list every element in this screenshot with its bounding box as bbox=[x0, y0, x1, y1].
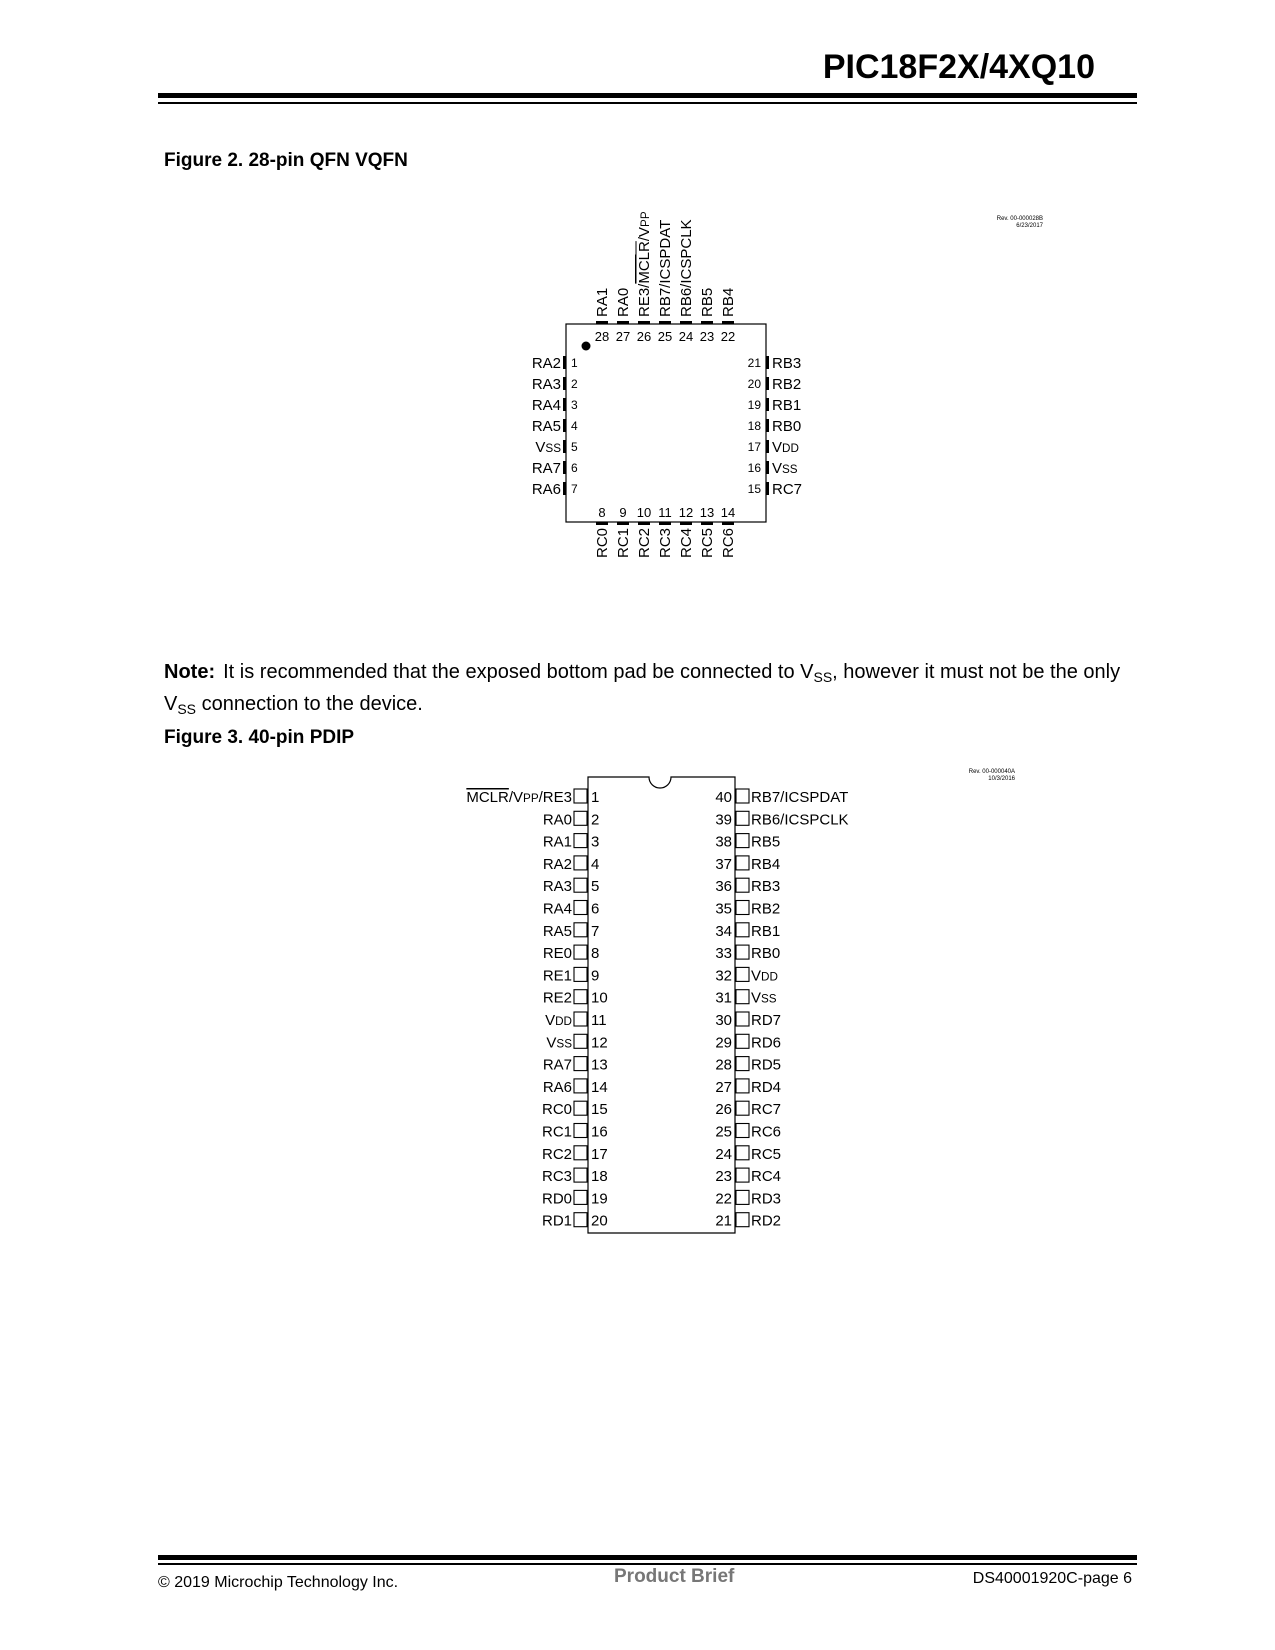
pdip-pin-label: RA0 bbox=[542, 811, 572, 829]
qfn-pin-pad bbox=[766, 377, 770, 390]
pdip-pin-number: 33 bbox=[715, 945, 732, 963]
pdip-pin-label: RD5 bbox=[751, 1056, 782, 1074]
qfn-28-pin-diagram bbox=[0, 0, 1275, 620]
exposed-pad-note bbox=[164, 659, 1144, 723]
qfn-pin-label: RB4 bbox=[720, 287, 737, 317]
qfn-pin-number: 17 bbox=[747, 440, 761, 454]
qfn-pin-pad bbox=[722, 522, 734, 526]
qfn-pin-label: RE3/MCLR/VPP bbox=[636, 211, 653, 317]
pdip-pin-lead bbox=[574, 1168, 587, 1182]
pdip-pin-lead bbox=[574, 1146, 587, 1160]
qfn-pin-pad bbox=[596, 321, 608, 325]
footer-rule-thin bbox=[158, 1563, 1137, 1565]
qfn-pin-label: RB3 bbox=[772, 355, 802, 372]
pdip-pin-lead bbox=[574, 1101, 587, 1115]
pdip-pin-label: RD3 bbox=[751, 1190, 782, 1208]
pdip-pin-label: RA3 bbox=[542, 878, 572, 896]
qfn-pin-pad bbox=[638, 321, 650, 325]
pdip-pin-lead bbox=[736, 1146, 749, 1160]
qfn-pin-label: RB7/ICSPDAT bbox=[657, 219, 674, 317]
pin-1-indicator bbox=[582, 342, 591, 351]
qfn-pin-pad bbox=[563, 398, 567, 411]
pdip-pin-label: RB7/ICSPDAT bbox=[751, 789, 849, 806]
pdip-pin-label: RA5 bbox=[542, 922, 572, 940]
pdip-pin-lead bbox=[574, 1057, 587, 1071]
pdip-pin-number: 29 bbox=[715, 1034, 732, 1052]
pdip-pin-lead bbox=[736, 878, 749, 892]
qfn-pin-pad bbox=[701, 522, 713, 526]
pdip-pin-lead bbox=[574, 1012, 587, 1026]
pdip-pin-lead bbox=[574, 990, 587, 1004]
qfn-pin-label: RA3 bbox=[531, 376, 561, 393]
note-text-part2: , however it must not be the only V bbox=[164, 661, 1121, 715]
pdip-pin-number: 6 bbox=[591, 900, 600, 918]
pdip-pin-lead bbox=[736, 990, 749, 1004]
qfn-pin-label: RB2 bbox=[772, 376, 802, 393]
qfn-pin-label: RC5 bbox=[699, 528, 716, 559]
pdip-pin-number: 10 bbox=[591, 989, 608, 1007]
qfn-pin-pad bbox=[617, 321, 629, 325]
qfn-pin-pad bbox=[659, 321, 671, 325]
qfn-pin-pad bbox=[766, 398, 770, 411]
qfn-pin-pad bbox=[563, 461, 567, 474]
qfn-pin-pad bbox=[680, 321, 692, 325]
pdip-pin-number: 11 bbox=[591, 1012, 607, 1029]
pdip-pin-label: RB3 bbox=[751, 878, 781, 896]
pdip-pin-lead bbox=[736, 834, 749, 848]
pdip-pin-label: RD7 bbox=[751, 1012, 782, 1029]
pdip-pin-lead bbox=[736, 1034, 749, 1048]
pdip-pin-number: 36 bbox=[715, 878, 732, 896]
pdip-pin-label: RC4 bbox=[751, 1168, 782, 1186]
pdip-pin-label: RD0 bbox=[541, 1190, 572, 1208]
pdip-pin-number: 26 bbox=[715, 1101, 732, 1119]
qfn-pin-number: 8 bbox=[598, 505, 606, 520]
qfn-pin-label: RA0 bbox=[615, 287, 632, 317]
pdip-pin-lead bbox=[736, 1057, 749, 1071]
pdip-pin-label: RA1 bbox=[542, 833, 572, 851]
pdip-pin-label: RC0 bbox=[541, 1101, 572, 1119]
pdip-pin-label: RC6 bbox=[751, 1123, 782, 1141]
pdip-40-pin-diagram bbox=[0, 760, 1275, 1240]
qfn-pin-pad bbox=[563, 356, 567, 369]
qfn-pin-label: RA2 bbox=[531, 355, 561, 372]
pdip-pin-label: RE0 bbox=[542, 945, 572, 963]
qfn-pin-pad bbox=[563, 440, 567, 453]
pdip-pin-label: RD6 bbox=[751, 1034, 782, 1052]
qfn-pin-pad bbox=[563, 482, 567, 495]
pdip-pin-lead bbox=[574, 1124, 587, 1138]
figure-3-revision: Rev. 00-000040A 10/3/2016 bbox=[968, 769, 1015, 782]
pdip-pin-label: VSS bbox=[751, 989, 777, 1007]
pdip-pin-number: 14 bbox=[591, 1078, 608, 1096]
pdip-pin-number: 21 bbox=[715, 1212, 732, 1230]
qfn-pin-number: 16 bbox=[747, 461, 761, 475]
figure-3-caption: Figure 3. 40-pin PDIP bbox=[164, 727, 355, 748]
qfn-pin-number: 1 bbox=[571, 356, 578, 370]
pdip-pin-lead bbox=[736, 1124, 749, 1138]
pdip-pin-lead bbox=[574, 1079, 587, 1093]
qfn-pin-number: 7 bbox=[571, 482, 578, 496]
pdip-pin-lead bbox=[736, 1101, 749, 1115]
pdip-pin-label: RB5 bbox=[751, 833, 781, 851]
pdip-pin-number: 22 bbox=[715, 1190, 732, 1208]
qfn-pin-label: RA7 bbox=[531, 460, 561, 477]
qfn-pin-label: RA4 bbox=[531, 397, 561, 414]
pdip-pin-lead bbox=[736, 856, 749, 870]
footer-copyright: © 2019 Microchip Technology Inc. bbox=[158, 1574, 399, 1591]
pdip-pin-lead bbox=[736, 967, 749, 981]
pdip-pin-label: RD2 bbox=[751, 1212, 782, 1230]
pdip-pin-label: RB6/ICSPCLK bbox=[751, 811, 849, 829]
pdip-pin-label: RB0 bbox=[751, 945, 781, 963]
pdip-pin-number: 4 bbox=[591, 855, 600, 873]
qfn-pin-pad bbox=[638, 522, 650, 526]
pdip-pin-lead bbox=[574, 945, 587, 959]
qfn-package-body bbox=[566, 324, 766, 522]
qfn-pin-number: 22 bbox=[720, 329, 736, 344]
pdip-pin-label: RD1 bbox=[541, 1212, 572, 1230]
qfn-pin-number: 19 bbox=[747, 398, 761, 412]
pdip-pin-lead bbox=[574, 856, 587, 870]
pdip-pin-number: 13 bbox=[591, 1056, 608, 1074]
qfn-pin-label: VDD bbox=[772, 439, 799, 456]
qfn-pin-number: 9 bbox=[619, 505, 627, 520]
qfn-pin-label: RC2 bbox=[636, 528, 653, 559]
pdip-pin-lead bbox=[736, 923, 749, 937]
pdip-pin-number: 23 bbox=[715, 1168, 732, 1186]
note-sub-2: SS bbox=[177, 701, 197, 717]
pdip-pin-lead bbox=[574, 1190, 587, 1204]
qfn-pin-pad bbox=[766, 482, 770, 495]
footer-page-ref: DS40001920C-page 6 bbox=[972, 1570, 1132, 1587]
pdip-pin-label: RB2 bbox=[751, 900, 781, 918]
pdip-pin-label: RC5 bbox=[751, 1145, 782, 1163]
qfn-pin-number: 6 bbox=[571, 461, 578, 475]
qfn-pin-pad bbox=[563, 419, 567, 432]
qfn-pin-pad bbox=[701, 321, 713, 325]
qfn-pin-number: 3 bbox=[571, 398, 578, 412]
pdip-pin-lead bbox=[574, 878, 587, 892]
pdip-pin-lead bbox=[574, 967, 587, 981]
qfn-pin-pad bbox=[766, 356, 770, 369]
pdip-pin-number: 38 bbox=[715, 833, 732, 851]
pdip-pin-number: 18 bbox=[591, 1168, 608, 1186]
qfn-pin-number: 28 bbox=[594, 329, 610, 344]
qfn-pin-number: 5 bbox=[571, 440, 578, 454]
qfn-pin-number: 10 bbox=[636, 505, 652, 520]
qfn-pin-number: 23 bbox=[699, 329, 715, 344]
qfn-pin-pad bbox=[617, 522, 629, 526]
qfn-pin-label: RA6 bbox=[531, 481, 561, 498]
pdip-pin-number: 37 bbox=[715, 855, 732, 873]
pdip-pin-lead bbox=[736, 1012, 749, 1026]
pdip-pin-label: RC3 bbox=[541, 1168, 572, 1186]
qfn-pin-number: 21 bbox=[747, 356, 761, 370]
pdip-pin-label: VDD bbox=[545, 1012, 572, 1029]
pdip-pin-label: RA2 bbox=[542, 855, 572, 873]
pdip-pin-lead bbox=[736, 789, 749, 803]
note-text-part1: It is recommended that the exposed bottom pad be connected to V bbox=[223, 661, 814, 683]
footer-rule-thick bbox=[158, 1555, 1137, 1560]
qfn-pin-pad bbox=[766, 419, 770, 432]
pdip-pin-number: 9 bbox=[591, 967, 600, 985]
qfn-pin-number: 25 bbox=[657, 329, 673, 344]
pdip-pin-lead bbox=[736, 1213, 749, 1227]
qfn-pin-label: RA5 bbox=[531, 418, 561, 435]
pdip-pin-label: RC1 bbox=[541, 1123, 572, 1141]
qfn-pin-pad bbox=[563, 377, 567, 390]
pdip-pin-number: 15 bbox=[591, 1101, 608, 1119]
pdip-pin-lead bbox=[574, 923, 587, 937]
qfn-pin-label: RB6/ICSPCLK bbox=[678, 219, 695, 317]
pdip-package-body bbox=[588, 777, 735, 1233]
pdip-pin-label: RD4 bbox=[751, 1078, 782, 1096]
pdip-pin-label: VSS bbox=[546, 1034, 572, 1052]
qfn-pin-number: 2 bbox=[571, 377, 578, 391]
footer-doc-type: Product Brief bbox=[614, 1566, 735, 1587]
pdip-pin-number: 17 bbox=[591, 1145, 608, 1163]
pdip-pin-label: RC7 bbox=[751, 1101, 782, 1119]
qfn-pin-pad bbox=[766, 461, 770, 474]
pdip-pin-number: 16 bbox=[591, 1123, 608, 1141]
qfn-pin-number: 18 bbox=[747, 419, 761, 433]
pdip-pin-lead bbox=[736, 945, 749, 959]
figure-2-caption: Figure 2. 28-pin QFN VQFN bbox=[164, 150, 408, 171]
qfn-pin-label: RC7 bbox=[772, 481, 803, 498]
pdip-pin-lead bbox=[574, 1034, 587, 1048]
qfn-pin-number: 12 bbox=[678, 505, 694, 520]
qfn-pin-number: 24 bbox=[678, 329, 694, 344]
pdip-pin-label: RA6 bbox=[542, 1078, 572, 1096]
qfn-pin-number: 13 bbox=[699, 505, 715, 520]
pdip-pin-number: 34 bbox=[715, 922, 732, 940]
pdip-pin-lead bbox=[574, 834, 587, 848]
qfn-pin-pad bbox=[722, 321, 734, 325]
note-label: Note: bbox=[164, 661, 216, 683]
pdip-pin-number: 7 bbox=[591, 922, 600, 940]
qfn-pin-number: 4 bbox=[571, 419, 578, 433]
pdip-pin-lead bbox=[736, 901, 749, 915]
pdip-pin-number: 35 bbox=[715, 900, 732, 918]
pdip-pin-number: 3 bbox=[591, 833, 600, 851]
qfn-pin-label: RC3 bbox=[657, 528, 674, 559]
qfn-pin-label: RB1 bbox=[772, 397, 802, 414]
qfn-pin-pad bbox=[596, 522, 608, 526]
pdip-pin-number: 30 bbox=[715, 1012, 732, 1029]
note-sub-1: SS bbox=[813, 669, 833, 685]
document-title: PIC18F2X/4XQ10 bbox=[822, 48, 1095, 86]
qfn-pin-label: VSS bbox=[772, 460, 798, 477]
note-text-part3: connection to the device. bbox=[196, 693, 423, 715]
pdip-pin-lead bbox=[574, 811, 587, 825]
pdip-pin-number: 27 bbox=[715, 1078, 732, 1096]
pdip-pin-number: 19 bbox=[591, 1190, 608, 1208]
pdip-pin-number: 5 bbox=[591, 878, 600, 896]
qfn-pin-label: RC4 bbox=[678, 528, 695, 559]
pdip-pin-number: 32 bbox=[715, 967, 732, 985]
qfn-pin-number: 20 bbox=[747, 377, 761, 391]
pdip-pin-label: RE1 bbox=[542, 967, 572, 985]
pdip-pin-lead bbox=[736, 1168, 749, 1182]
pdip-pin-number: 1 bbox=[591, 789, 600, 806]
pdip-pin-lead bbox=[574, 1213, 587, 1227]
pdip-pin-number: 20 bbox=[591, 1212, 608, 1230]
pdip-pin-number: 24 bbox=[715, 1145, 732, 1163]
pdip-pin-number: 2 bbox=[591, 811, 600, 829]
pdip-pin-number: 31 bbox=[715, 989, 732, 1007]
qfn-pin-label: RC1 bbox=[615, 528, 632, 559]
pdip-pin-lead bbox=[736, 1190, 749, 1204]
pdip-pin-label: RA7 bbox=[542, 1056, 572, 1074]
pdip-pin-lead bbox=[574, 901, 587, 915]
pdip-pin-lead bbox=[736, 811, 749, 825]
qfn-pin-number: 26 bbox=[636, 329, 652, 344]
pdip-pin-number: 25 bbox=[715, 1123, 732, 1141]
pdip-pin-number: 28 bbox=[715, 1056, 732, 1074]
pdip-pin-number: 12 bbox=[591, 1034, 608, 1052]
pdip-pin-lead bbox=[736, 1079, 749, 1093]
qfn-pin-label: RB0 bbox=[772, 418, 802, 435]
qfn-pin-number: 15 bbox=[747, 482, 761, 496]
qfn-pin-label: RB5 bbox=[699, 287, 716, 317]
pdip-pin-label: RA4 bbox=[542, 900, 572, 918]
qfn-pin-label: RC6 bbox=[720, 528, 737, 559]
qfn-pin-pad bbox=[659, 522, 671, 526]
pdip-pin-number: 8 bbox=[591, 945, 600, 963]
qfn-pin-label: RC0 bbox=[594, 528, 611, 559]
pdip-pin-lead bbox=[574, 789, 587, 803]
qfn-pin-pad bbox=[680, 522, 692, 526]
qfn-pin-label: RA1 bbox=[594, 287, 611, 317]
qfn-pin-number: 11 bbox=[658, 505, 672, 520]
qfn-pin-number: 14 bbox=[720, 505, 736, 520]
qfn-pin-label: VSS bbox=[535, 439, 561, 456]
pdip-pin-label: MCLR/VPP/RE3 bbox=[466, 789, 572, 806]
qfn-pin-number: 27 bbox=[615, 329, 631, 344]
pdip-pin-number: 40 bbox=[715, 789, 732, 806]
pdip-pin-label: RE2 bbox=[542, 989, 572, 1007]
pdip-pin-number: 39 bbox=[715, 811, 732, 829]
pdip-pin-label: VDD bbox=[751, 967, 778, 985]
qfn-pin-pad bbox=[766, 440, 770, 453]
pdip-pin-label: RC2 bbox=[541, 1145, 572, 1163]
pdip-pin-label: RB4 bbox=[751, 855, 781, 873]
figure-2-revision: Rev. 00-000028B 6/23/2017 bbox=[996, 216, 1043, 229]
pdip-pin-label: RB1 bbox=[751, 922, 781, 940]
